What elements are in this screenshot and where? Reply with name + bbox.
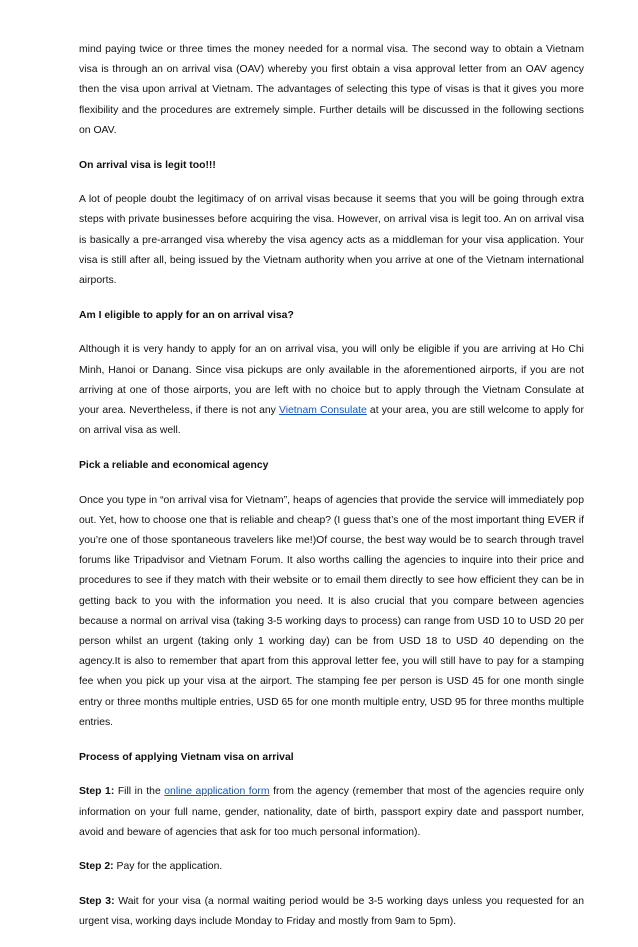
- step-2-paragraph: [79, 857, 584, 877]
- online-application-form-link[interactable]: online application form: [164, 786, 270, 798]
- step-1-paragraph: [79, 782, 584, 843]
- legit-paragraph: A lot of people doubt the legitimacy of on arrival visas because it seems that you will be going through extra steps with private businesses before acquiring the visa. However, on arrival visa is legit too. An on arrival visa is basically a pre-arranged visa whereby the visa agency acts as a middleman for your visa application. Your visa is still after all, being issued by the Vietnam authority when you arrive at one of the Vietnam international airports.: [79, 194, 584, 287]
- process-heading: Process of applying Vietnam visa on arrival: [79, 751, 294, 763]
- eligible-text-before-link: Although it is very handy to apply for an on arrival visa, you will only be eligible if you are arriving at Ho Chi Minh, Hanoi or Danang. Since visa pickups are only available in the aforementioned airports, if you are not arriving at one of those airports, you are left with no choice but to apply through the Vietnam Consulate at your area. Nevertheless, if there is not any: [79, 344, 584, 417]
- document-page: [79, 40, 584, 947]
- step-3-text: Wait for your visa (a normal waiting period would be 3-5 working days unless you requested for an urgent visa, working days include Monday to Friday and mostly from 9am to 5pm).: [79, 896, 584, 928]
- vietnam-consulate-link[interactable]: Vietnam Consulate: [278, 405, 367, 417]
- step-2-text: Pay for the application.: [113, 861, 223, 873]
- step-3-label: Step 3:: [79, 896, 115, 908]
- intro-paragraph: mind paying twice or three times the money needed for a normal visa. The second way to obtain a Vietnam visa is through an on arrival visa (OAV) whereby you first obtain a visa approval letter from an OAV agency then the visa upon arrival at Vietnam. The advantages of selecting this type of visas is that it gives you more flexibility and the procedures are extremely simple. Further details will be discussed in the following sections on OAV.: [79, 44, 584, 136]
- step-3-paragraph: [79, 892, 584, 932]
- step-1-text-after-link: from the agency (remember that most of the agencies require only information on your full name, gender, nationality, date of birth, passport expiry date and passport number, avoid and beware of agencies that ask for too much personal information).: [79, 786, 584, 838]
- step-2-label: Step 2:: [79, 861, 114, 873]
- step-1-label: Step 1:: [79, 786, 115, 798]
- agency-paragraph: Once you type in “on arrival visa for Vietnam”, heaps of agencies that provide the service will immediately pop out. Yet, how to choose one that is reliable and cheap? (I guess that’s one of the most important thing EVER if you’re one of those spontaneous travelers like me!)Of course, the best way would be to search through travel forums like Tripadvisor and Vietnam Forum. It also worths calling the agencies to inquire into their price and procedures to see if they match with their website or to email them directly to see how efficient they can be in getting back to you with the information you need. It is also crucial that you compare between agencies because a normal on arrival visa (taking 3-5 working days to process) can range from USD 10 to USD 20 per person whilst an urgent (taking only 1 working day) can be from USD 18 to USD 40 depending on the agency.It is also to remember that apart from this approval letter fee, you will still have to pay for a stamping fee when you pick up your visa at the airport. The stamping fee per person is USD 45 for one month single entry or three months multiple entries, USD 65 for one month multiple entry, USD 95 for three months multiple entries.: [79, 494, 584, 728]
- eligible-paragraph: [79, 340, 584, 441]
- eligible-heading: Am I eligible to apply for an on arrival visa?: [79, 309, 294, 321]
- agency-heading: Pick a reliable and economical agency: [79, 459, 269, 471]
- eligible-text-after-link: at your area, you are still welcome to apply for on arrival visa as well.: [79, 405, 584, 437]
- legit-heading: On arrival visa is legit too!!!: [79, 159, 216, 171]
- step-1-text-before-link: Fill in the: [114, 786, 165, 798]
